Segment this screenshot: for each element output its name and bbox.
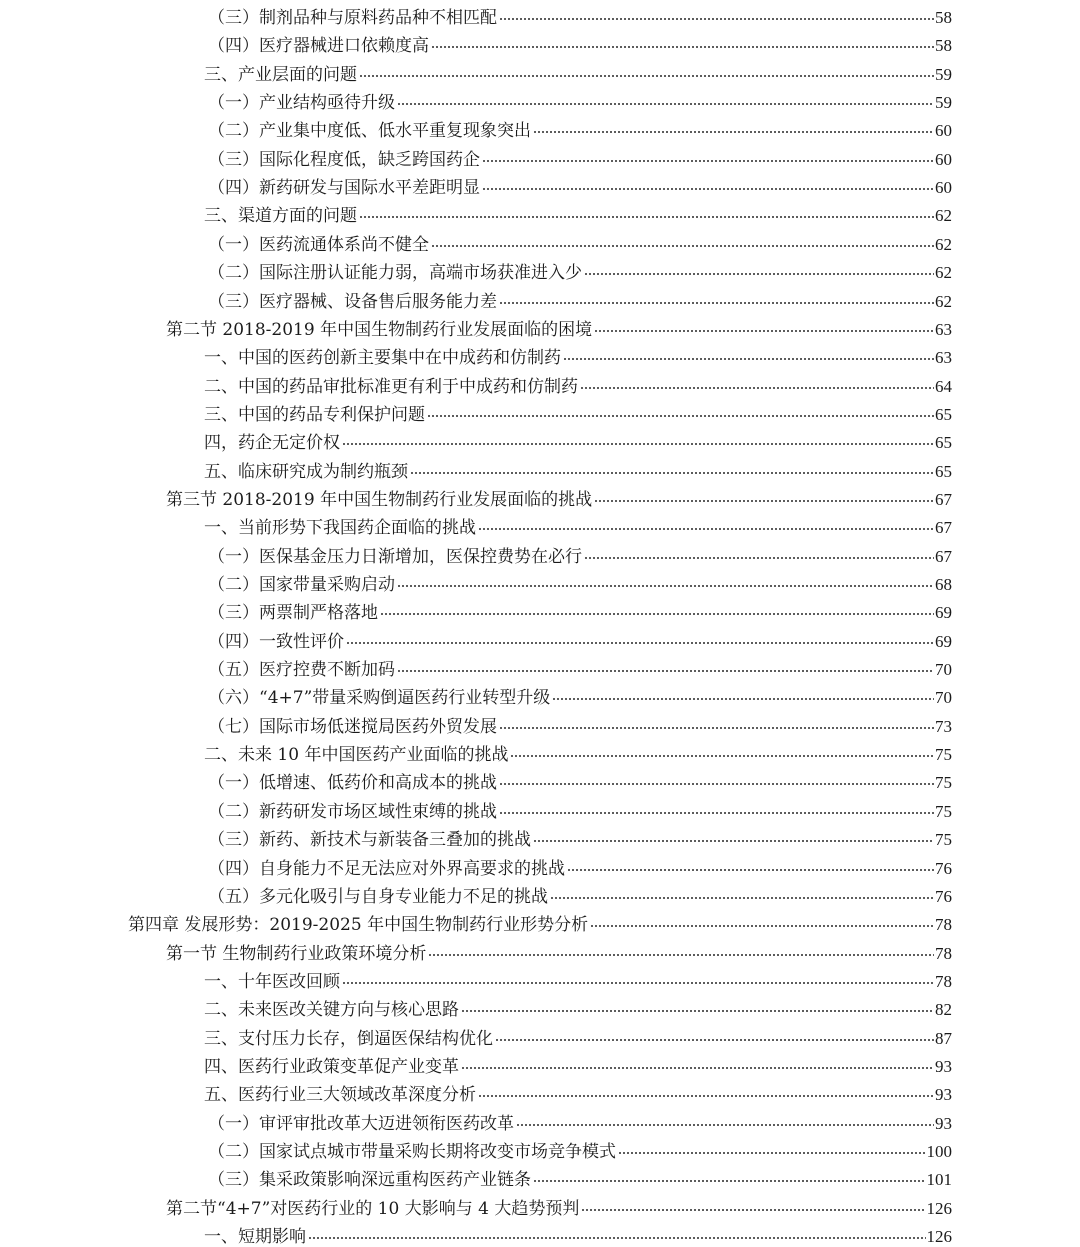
toc-entry-title: （一）低增速、低药价和高成本的挑战 [208,773,497,794]
toc-entry-title: 三、产业层面的问题 [204,64,357,85]
toc-entry[interactable] [208,680,952,708]
toc-entry-page-number: 75 [935,801,952,821]
toc-entry[interactable] [208,170,952,198]
toc-entry[interactable] [208,624,952,652]
toc-entry[interactable] [208,851,952,879]
toc-entry[interactable] [208,255,952,283]
toc-entry-title: 第四章 发展形势：2019-2025 年中国生物制药行业形势分析 [128,915,589,936]
toc-entry-title: 第一节 生物制药行业政策环境分析 [166,943,427,964]
toc-entry[interactable] [208,227,952,255]
toc-entry-title: （四）新药研发与国际水平差距明显 [208,178,480,199]
toc-entry-page-number: 75 [935,830,952,850]
toc-entry-page-number: 59 [935,64,952,84]
toc-entry[interactable] [208,567,952,595]
dot-leader [342,977,934,989]
dot-leader [584,268,934,280]
toc-entry-title: （二）国家试点城市带量采购长期将改变市场竞争模式 [208,1142,616,1162]
dot-leader [510,750,934,762]
dot-leader [397,580,934,592]
toc-entry-page-number: 58 [935,36,952,56]
toc-entry-page-number: 70 [935,688,952,708]
toc-entry-title: 一、十年医改回顾 [204,971,340,992]
toc-entry[interactable] [204,964,952,992]
dot-leader [533,835,934,847]
toc-entry-title: 二、中国的药品审批标准更有利于中成药和仿制药 [204,376,578,397]
toc-entry[interactable] [208,794,952,822]
toc-entry-page-number: 58 [935,8,952,27]
toc-entry[interactable] [204,57,952,85]
dot-leader [428,949,934,961]
dot-leader [431,41,934,53]
toc-entry-page-number: 93 [935,1113,952,1133]
toc-entry-page-number: 62 [935,263,952,283]
toc-entry-title: （三）新药、新技术与新装备三叠加的挑战 [208,830,531,851]
toc-entry[interactable] [204,1049,952,1077]
toc-entry-title: 一、中国的医药创新主要集中在中成药和仿制药 [204,348,561,369]
dot-leader [359,70,934,82]
toc-entry[interactable] [204,1219,952,1247]
dot-leader [499,722,934,734]
dot-leader [563,353,934,365]
toc-entry[interactable] [208,142,952,170]
toc-entry-title: （七）国际市场低迷搅局医药外贸发展 [208,716,497,737]
dot-leader [594,495,934,507]
dot-leader [499,778,934,790]
dot-leader [461,1062,934,1074]
toc-entry[interactable] [208,822,952,850]
toc-entry[interactable] [166,312,952,340]
toc-entry[interactable] [166,482,952,510]
toc-entry-title: （五）医疗控费不断加码 [208,660,395,681]
toc-entry[interactable] [166,1191,952,1219]
toc-entry-title: （五）多元化吸引与自身专业能力不足的挑战 [208,886,548,907]
toc-entry-title: 第二节“4+7”对医药行业的 10 大影响与 4 大趋势预判 [166,1198,580,1219]
toc-entry-title: （三）制剂品种与原料药品种不相匹配 [208,8,497,28]
dot-leader [427,410,934,422]
toc-entry-title: （二）国际注册认证能力弱，高端市场获准进入少 [208,263,582,284]
toc-entry[interactable] [208,28,952,56]
dot-leader [478,1090,934,1102]
toc-entry-page-number: 126 [926,1198,952,1218]
dot-leader [594,325,934,337]
toc-entry[interactable] [208,0,952,28]
dot-leader [533,126,934,138]
toc-entry-page-number: 62 [935,234,952,254]
toc-entry-page-number: 75 [935,745,952,765]
dot-leader [618,1147,926,1159]
toc-entry[interactable] [208,539,952,567]
toc-entry-page-number: 64 [935,376,952,396]
toc-entry[interactable] [208,652,952,680]
toc-entry-page-number: 70 [935,660,952,680]
toc-entry-page-number: 126 [926,1227,952,1247]
toc-entry-title: （二）新药研发市场区域性束缚的挑战 [208,801,497,822]
toc-entry-title: 三、渠道方面的问题 [204,206,357,227]
toc-entry[interactable] [204,992,952,1020]
toc-entry-page-number: 62 [935,291,952,311]
dot-leader [533,1175,926,1187]
toc-entry[interactable] [204,425,952,453]
toc-entry-title: （四）自身能力不足无法应对外界高要求的挑战 [208,858,565,879]
toc-entry-title: （四）医疗器械进口依赖度高 [208,36,429,57]
toc-entry-page-number: 67 [935,518,952,538]
toc-entry[interactable] [208,709,952,737]
toc-entry[interactable] [208,879,952,907]
toc-entry-title: （一）审评审批改革大迈进领衔医药改革 [208,1113,514,1134]
dot-leader [499,807,934,819]
dot-leader [482,183,934,195]
toc-entry-page-number: 100 [926,1142,952,1161]
dot-leader [584,552,934,564]
toc-entry[interactable] [208,284,952,312]
toc-entry-title: 四、医药行业政策变革促产业变革 [204,1056,459,1077]
toc-entry-page-number: 67 [935,546,952,566]
dot-leader [516,1119,934,1131]
dot-leader [580,382,934,394]
toc-entry-page-number: 78 [935,971,952,991]
toc-entry-title: 二、未来医改关键方向与核心思路 [204,1000,459,1021]
toc-entry[interactable] [204,397,952,425]
toc-entry[interactable] [204,1021,952,1049]
toc-entry-title: （三）医疗器械、设备售后服务能力差 [208,291,497,312]
toc-entry-title: 四，药企无定价权 [204,433,340,454]
dot-leader [461,1005,934,1017]
toc-entry[interactable] [208,765,952,793]
dot-leader [346,637,934,649]
toc-entry-page-number: 63 [935,348,952,368]
toc-entry-page-number: 59 [935,93,952,113]
dot-leader [550,892,934,904]
dot-leader [499,13,934,25]
toc-entry[interactable] [204,454,952,482]
toc-entry-page-number: 68 [935,575,952,594]
toc-entry-title: （一）医药流通体系尚不健全 [208,234,429,255]
toc-entry-page-number: 65 [935,404,952,424]
toc-entry-title: （四）一致性评价 [208,631,344,652]
toc-entry-page-number: 78 [935,943,952,963]
toc-entry-page-number: 69 [935,603,952,623]
toc-entry[interactable] [204,737,952,765]
toc-entry-title: 五、医药行业三大领域改革深度分析 [204,1085,476,1106]
toc-entry[interactable] [128,907,952,935]
toc-entry-title: 三、中国的药品专利保护问题 [204,404,425,425]
toc-entry-title: 第二节 2018-2019 年中国生物制药行业发展面临的困境 [166,319,593,340]
dot-leader [567,864,934,876]
toc-entry[interactable] [208,1134,952,1162]
toc-entry[interactable] [204,369,952,397]
toc-entry-title: 二、未来 10 年中国医药产业面临的挑战 [204,745,509,766]
dot-leader [552,693,934,705]
toc-entry-title: 三、支付压力长存，倒逼医保结构优化 [204,1028,493,1049]
toc-entry[interactable] [204,198,952,226]
toc-entry[interactable] [208,1162,952,1190]
toc-entry-title: 一、短期影响 [204,1227,306,1247]
toc-entry[interactable] [208,85,952,113]
dot-leader [478,523,934,535]
dot-leader [308,1232,926,1244]
toc-entry-page-number: 82 [935,1000,952,1020]
toc-entry-title: （三）集采政策影响深远重构医药产业链条 [208,1170,531,1191]
toc-entry-page-number: 63 [935,319,952,339]
toc-entry-page-number: 73 [935,716,952,736]
toc-entry-title: （二）国家带量采购启动 [208,575,395,595]
dot-leader [342,438,934,450]
dot-leader [410,467,934,479]
dot-leader [431,240,934,252]
toc-entry[interactable] [166,936,952,964]
dot-leader [590,920,934,932]
toc-entry-title: （二）产业集中度低、低水平重复现象突出 [208,121,531,142]
toc-entry-title: 五、临床研究成为制约瓶颈 [204,461,408,482]
toc-entry-page-number: 93 [935,1056,952,1076]
toc-entry-page-number: 69 [935,631,952,651]
toc-entry[interactable] [208,595,952,623]
dot-leader [397,665,934,677]
toc-entry-title: （三）两票制严格落地 [208,603,378,624]
toc-entry[interactable] [208,1106,952,1134]
toc-entry-page-number: 75 [935,773,952,793]
toc-entry-page-number: 87 [935,1028,952,1048]
toc-entry-title: （一）医保基金压力日渐增加，医保控费势在必行 [208,546,582,567]
dot-leader [495,1034,934,1046]
toc-entry-page-number: 65 [935,461,952,481]
toc-entry[interactable] [204,510,952,538]
toc-entry-page-number: 67 [935,489,952,509]
dot-leader [499,297,934,309]
dot-leader [359,211,934,223]
toc-entry-page-number: 60 [935,121,952,141]
toc-entry-page-number: 78 [935,915,952,935]
toc-entry-page-number: 60 [935,178,952,198]
toc-entry-title: （三）国际化程度低，缺乏跨国药企 [208,149,480,170]
toc-entry-title: （一）产业结构亟待升级 [208,93,395,114]
toc-entry-title: （六）“4+7”带量采购倒逼医药行业转型升级 [208,688,551,709]
dot-leader [397,98,934,110]
dot-leader [482,155,934,167]
toc-entry-page-number: 76 [935,858,952,878]
toc-entry-title: 第三节 2018-2019 年中国生物制药行业发展面临的挑战 [166,489,593,510]
dot-leader [581,1204,925,1216]
toc-entry-page-number: 60 [935,149,952,169]
toc-entry-page-number: 62 [935,206,952,226]
toc-entry[interactable] [204,1077,952,1105]
toc-entry[interactable] [208,113,952,141]
toc-entry-title: 一、当前形势下我国药企面临的挑战 [204,518,476,539]
dot-leader [380,608,934,620]
toc-entry-page-number: 65 [935,433,952,453]
toc-entry[interactable] [204,340,952,368]
toc-entry-page-number: 101 [926,1170,952,1190]
toc-entry-page-number: 76 [935,886,952,906]
toc-entry-page-number: 93 [935,1085,952,1105]
